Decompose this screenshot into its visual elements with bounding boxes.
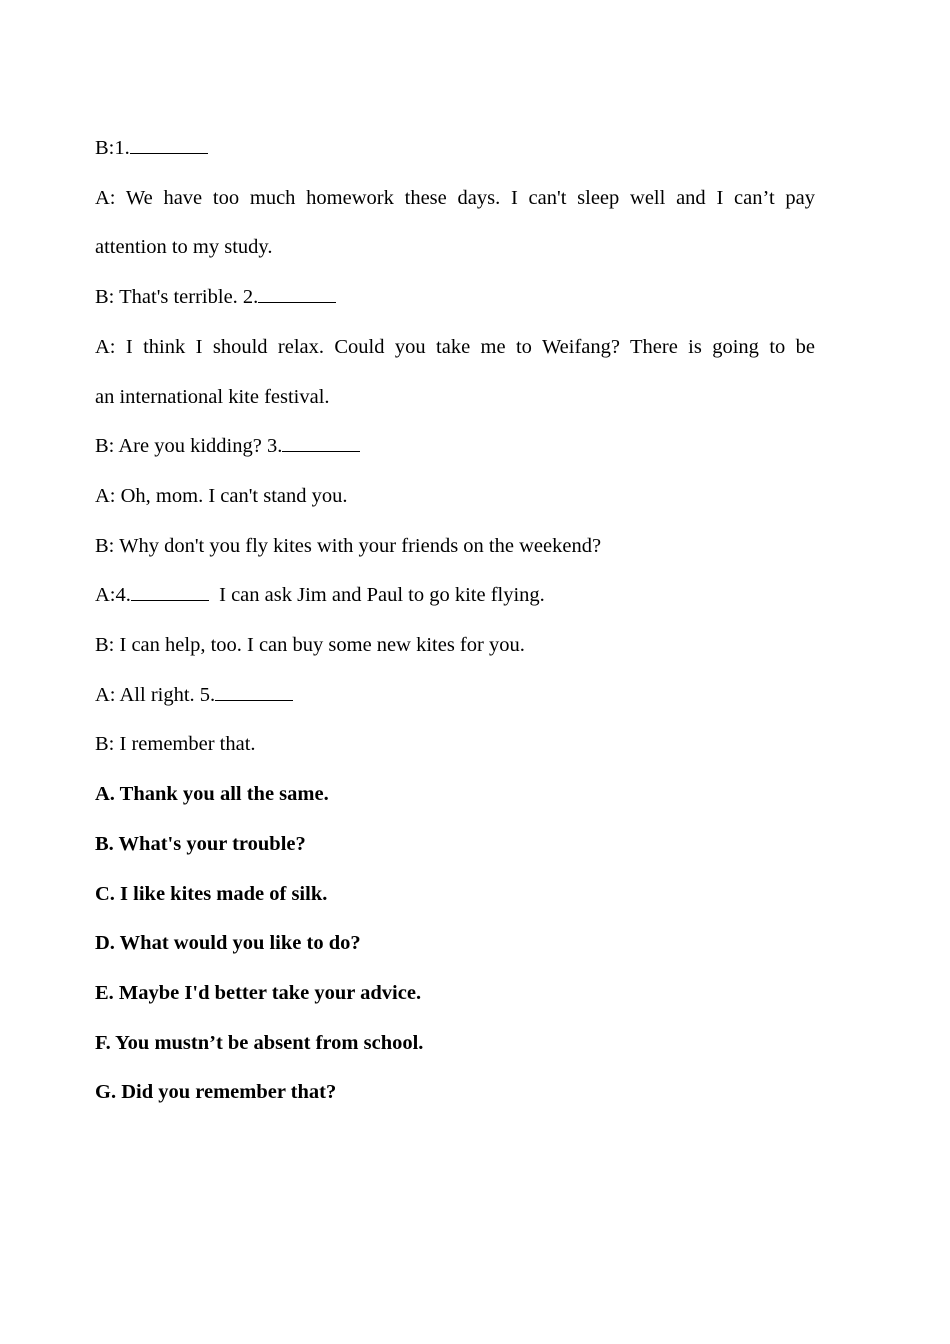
dialogue-line-6: A: Oh, mom. I can't stand you. [95,484,348,507]
answer-blank-3[interactable] [282,434,360,452]
dialogue-text: B: That's terrible. 2. [95,286,259,309]
dialogue-line-3 [95,273,815,323]
dialogue-line-8 [95,571,815,621]
dialogue-line-7: B: Why don't you fly kites with your friends on the weekend? [95,534,602,557]
dialogue-line-1 [95,124,815,174]
dialogue-line-11: B: I remember that. [95,733,256,756]
option-d: D. What would you like to do? [95,932,361,955]
option-g: G. Did you remember that? [95,1081,337,1104]
option-e: E. Maybe I'd better take your advice. [95,981,422,1004]
dialogue-line-9: B: I can help, too. I can buy some new kites for you. [95,634,525,657]
dialogue-line-2b: attention to my study. [95,236,273,259]
answer-blank-1[interactable] [130,136,208,154]
dialogue-text: A: All right. 5. [95,683,216,706]
answer-blank-2[interactable] [258,285,336,303]
document-page [95,124,815,1118]
dialogue-line-5 [95,422,815,472]
option-f: F. You mustn’t be absent from school. [95,1031,424,1054]
dialogue-line-4b: an international kite festival. [95,385,330,408]
option-a: A. Thank you all the same. [95,783,329,806]
answer-blank-4[interactable] [131,583,209,601]
option-c: C. I like kites made of silk. [95,882,328,905]
dialogue-text: B: Are you kidding? 3. [95,435,283,458]
dialogue-text: I can ask Jim and Paul to go kite flying. [219,584,545,607]
dialogue-text: A:4. [95,584,131,607]
dialogue-line-2a: A: We have too much homework these days. I can't sleep well and I can’t pay [95,186,815,209]
option-b: B. What's your trouble? [95,832,306,855]
dialogue-line-4a: A: I think I should relax. Could you take me to Weifang? There is going to be [95,335,815,358]
dialogue-text: B:1. [95,137,130,159]
answer-blank-5[interactable] [215,683,293,701]
dialogue-line-10 [95,671,815,721]
